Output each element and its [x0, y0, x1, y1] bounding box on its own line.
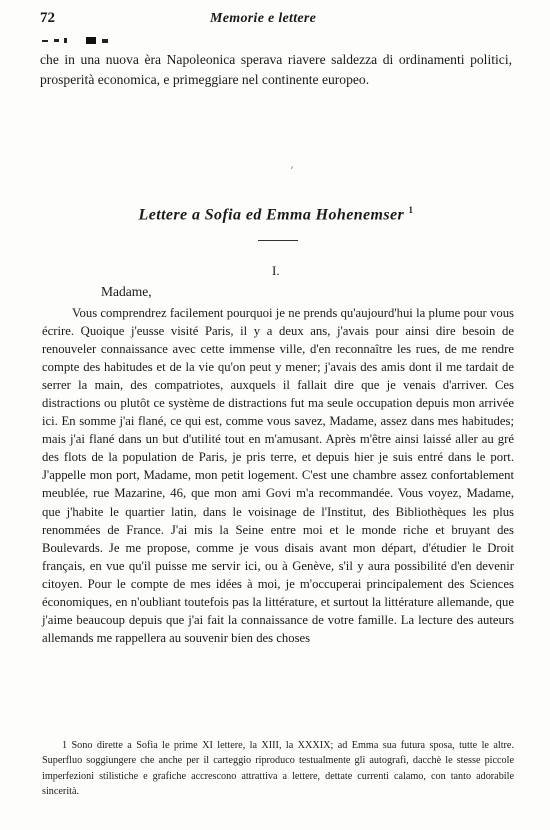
- letter-body: [42, 304, 514, 647]
- footnote: [42, 738, 514, 799]
- letter-salutation: Madame,: [101, 284, 152, 299]
- ink-smudge: [42, 36, 122, 46]
- section-number: I.: [272, 263, 280, 278]
- intro-paragraph: che in una nuova èra Napoleonica sperava riavere saldezza di ordinamenti politici, prosperità economica, e primeggiare nel continente europeo.: [40, 52, 512, 87]
- running-head: Memorie e lettere: [210, 11, 317, 26]
- page-number: 72: [40, 10, 55, 26]
- stray-mark: ʼ: [290, 166, 294, 177]
- letters-title: [40, 205, 512, 224]
- title-footnote-ref: 1: [408, 205, 414, 215]
- title-rule: [258, 240, 298, 241]
- footnote-text: Sono dirette a Sofia le prime XI lettere, la XIII, la XXXIX; ad Emma sua futura sposa, tutte le altre. Superfluo soggiungere che anche per il carteggio riproduco testualmente gli autografi, dacchè le stesse piccole imperfezioni stilistiche e grafiche accrescono attrattiva a lettere, dettate currenti calamo, con tanto adorabile sincerità.: [42, 740, 515, 797]
- page-header: [40, 10, 520, 34]
- letters-title-text: Lettere a Sofia ed Emma Hohenemser: [138, 206, 405, 224]
- letter-paragraph: Vous comprendrez facilement pourquoi je ne prends qu'aujourd'hui la plume pour vous écrire. Quoique j'eusse visité Paris, il y a deux ans, j'avais pour ainsi dire besoin de renouveler connaissance avec cette immense ville, d'en reconnaître les rues, de me rendre compte des habitudes et de la vie qu'on peut y mener; j'avais des amis dont il me tardait de serrer la main, des compatriotes, auxquels il fallait dire que je venais d'arriver. Ces distractions ou plutôt ce système de distractions fut ma seule occupation depuis mon arrivée ici. En somme j'ai flané, ce qui est, comme vous savez, Madame, assez dans mes habitudes; mais j'ai flané dans un but d'utilité tout en m'amusant. Après m'être ainsi laissé aller au gré des flots de la population de Paris, je pris terre, et depuis hier je suis entré dans le port. J'appelle mon port, Madame, mon petit logement. C'est une chambre assez confortablement meublée, rue Mazarine, 46, que mon ami Govi m'a recommandée. Vous voyez, Madame, que j'habite le quartier latin, dans le voisinage de l'Institut, des Bibliothèques les plus renommées de France. J'ai mis la Seine entre moi et le monde riche et bruyant des Boulevards. Je me propose, comme je vous disais avant mon départ, d'étudier le Droit français, en vue qu'il puisse me servir ici, ou à Genève, s'il y aura possibilité d'en devenir citoyen. Pour le compte de mes idées à moi, je m'occuperai principalement des Sciences économiques, en n'oubliant toutefois pas la littérature, et surtout la littérature allemande, que j'aime beaucoup depuis que j'ai fait la connaissance de votre famille. La lecture des auteurs allemands me rappellera au souvenir bien des choses: [42, 306, 514, 645]
- footnote-marker: 1: [62, 740, 68, 751]
- footnote-paragraph: [42, 738, 514, 799]
